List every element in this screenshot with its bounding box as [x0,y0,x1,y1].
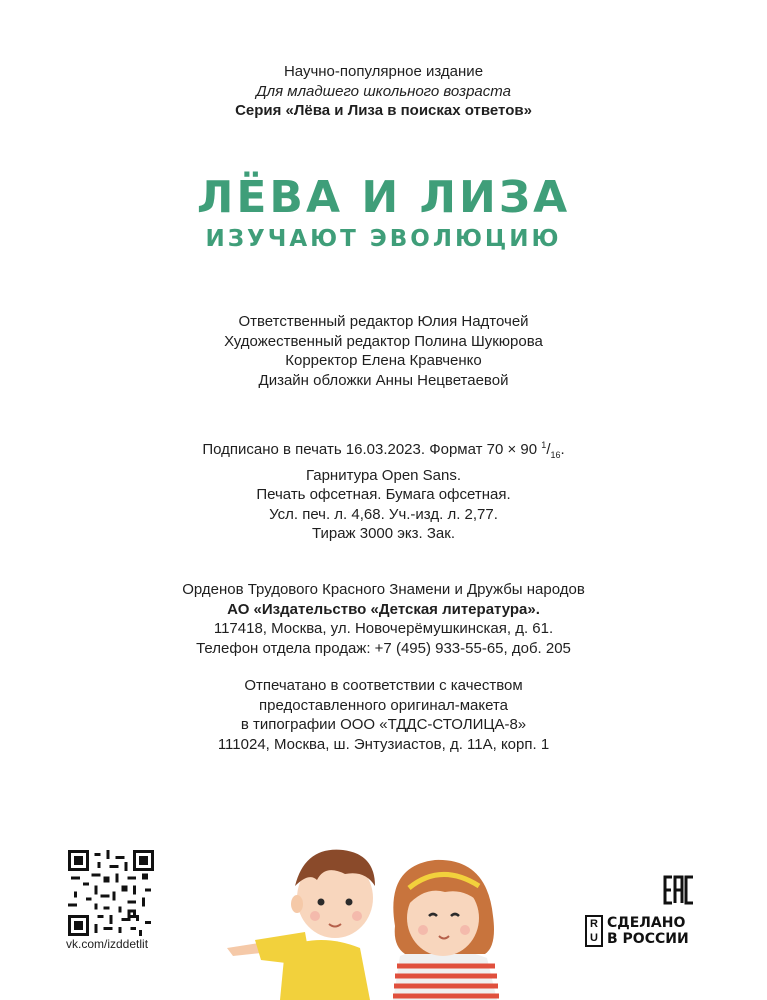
credit-line: Ответственный редактор Юлия Надточей [238,313,529,330]
print-info [0,436,767,544]
publisher-awards: Орденов Трудового Красного Знамени и Дружбы народов [182,581,585,598]
circulation-line: Тираж 3000 экз. Зак. [311,525,456,542]
credit-line: Дизайн обложки Анны Нецветаевой [258,371,509,389]
made-line-2: В РОССИИ [607,931,689,947]
credits [0,312,767,390]
book-title [0,172,767,254]
made-in-russia-text [607,915,689,947]
made-in-russia-box [585,915,603,947]
made-box-bottom: U [590,932,598,944]
printer-line: Отпечатано в соответствии с качеством [244,677,523,694]
fraction-separator: / [546,441,551,458]
typeface-line: Гарнитура Open Sans. [305,466,462,484]
qr-code[interactable] [68,850,154,936]
publisher-phone: Телефон отдела продаж: +7 (495) 933-55-65, доб. 205 [196,639,571,657]
print-line-format [0,436,767,466]
printer-line: предоставленного оригинал-макета [259,696,508,714]
printing-line: Печать офсетная. Бумага офсетная. [256,486,511,503]
eac-mark-icon [663,874,695,906]
title-sub: ИЗУЧАЮТ ЭВОЛЮЦИЮ [205,226,562,252]
series-header [0,62,767,121]
series-line: Серия «Лёва и Лиза в поисках ответов» [235,102,532,119]
title-main: ЛЁВА И ЛИЗА [196,172,571,223]
genre-line: Научно-популярное издание [283,63,484,80]
fraction-numerator: 1 [541,440,547,450]
vk-link[interactable]: vk.com/izddetlit [66,937,149,951]
made-box-top: R [590,918,598,930]
printer-info [0,676,767,754]
credit-line: Художественный редактор Полина Шукюрова [224,332,543,350]
fraction-denominator: 16 [550,450,561,460]
made-in-russia-badge [585,915,703,951]
print-line-suffix: . [560,441,565,458]
publisher-name: АО «Издательство «Детская литература». [227,600,540,618]
age-line: Для младшего школьного возраста [256,82,511,100]
children-illustration [225,836,525,1000]
sheets-line: Усл. печ. л. 4,68. Уч.-изд. л. 2,77. [269,505,498,523]
publisher-info [0,580,767,658]
printer-address: 111024, Москва, ш. Энтузиастов, д. 11А, корп. 1 [217,735,550,753]
print-line-prefix: Подписано в печать 16.03.2023. Формат 70 × 90 [202,441,542,458]
credit-line: Корректор Елена Кравченко [285,352,482,369]
format-fraction [541,441,560,458]
made-line-1: СДЕЛАНО [607,915,686,931]
publisher-address: 117418, Москва, ул. Новочерёмушкинская, д. 61. [213,620,554,637]
printer-line: в типографии ООО «ТДДС-СТОЛИЦА-8» [240,716,527,733]
